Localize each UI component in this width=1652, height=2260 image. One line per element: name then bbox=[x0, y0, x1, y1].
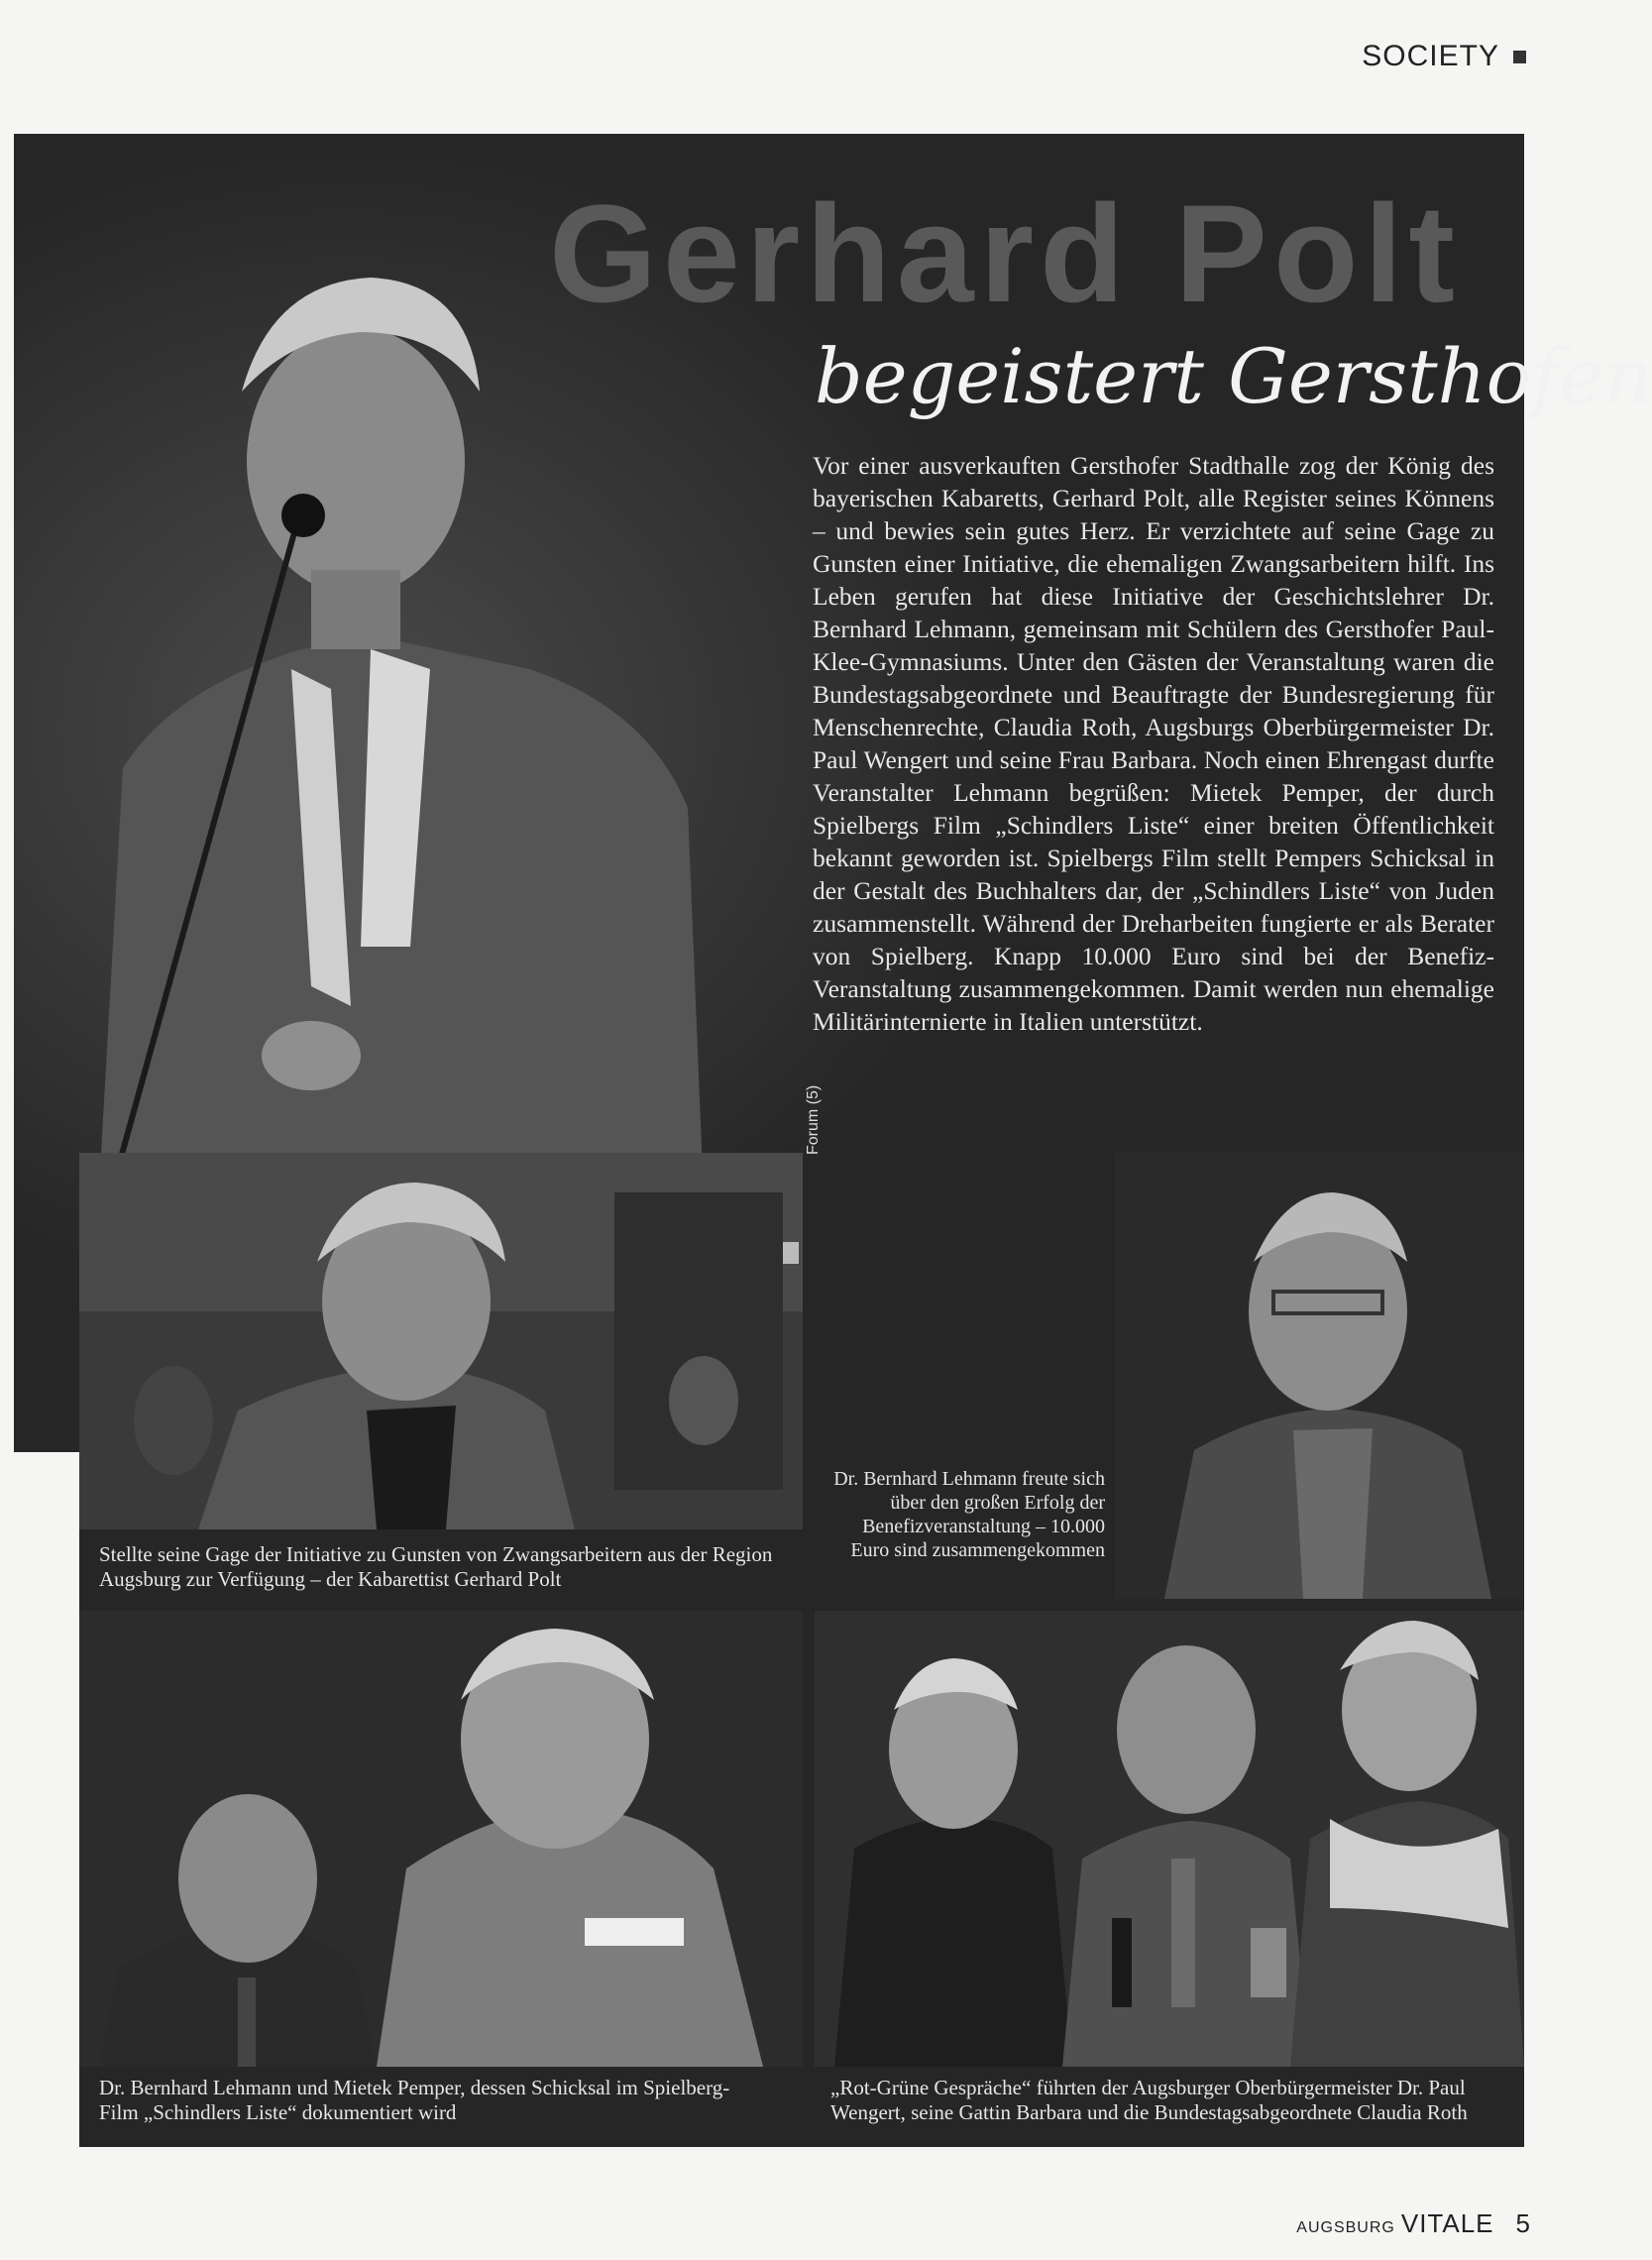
article-subtitle: begeistert Gersthofen bbox=[815, 332, 1652, 420]
caption-rot-gruene: „Rot-Grüne Gespräche“ führten der Augsburger Oberbürgermeister Dr. Paul Wengert, seine Gattin Barbara und die Bundestagsabgeordnete Claudia Roth bbox=[830, 2076, 1468, 2124]
footer-brand-big: VITALE bbox=[1400, 2208, 1494, 2238]
section-label bbox=[1362, 40, 1526, 73]
section-label-text: SOCIETY bbox=[1362, 40, 1499, 72]
article-title: Gerhard Polt bbox=[549, 175, 1461, 331]
caption-lehmann: Dr. Bernhard Lehmann freute sich über den großen Erfolg der Benefizveranstaltung – 10.000 Euro sind zusammengekommen bbox=[833, 1468, 1105, 1561]
caption-lehmann-pemper: Dr. Bernhard Lehmann und Mietek Pemper, dessen Schicksal im Spielberg-Film „Schindlers Liste“ dokumentiert wird bbox=[99, 2076, 730, 2124]
footer-brand-small: AUGSBURG bbox=[1296, 2219, 1395, 2236]
page-number: 5 bbox=[1515, 2208, 1530, 2238]
photo-rot-gruene bbox=[815, 1611, 1524, 2067]
page-footer bbox=[1296, 2208, 1530, 2239]
caption-polt: Stellte seine Gage der Initiative zu Gunsten von Zwangsarbeitern aus der Region Augsburg zur Verfügung – der Kabarettist Gerhard Polt bbox=[99, 1542, 773, 1591]
photo-credit: Forum (5) bbox=[805, 1084, 822, 1155]
photo-polt-event bbox=[79, 1153, 803, 1529]
photo-lehmann-pemper bbox=[79, 1611, 803, 2067]
article-body: Vor einer ausverkauften Gersthofer Stadthalle zog der König des bayerischen Kabaretts, Gerhard Polt, alle Register seines Könnens – und bewies sein gutes Herz. Er verzichtete auf seine Gage zu Gunsten einer Initiative, die ehemaligen Zwangsarbeitern hilft. Ins Leben gerufen hat diese Initiative der Geschichtslehrer Dr. Bernhard Lehmann, gemeinsam mit Schülern des Gersthofer Paul-Klee-Gymnasiums. Unter den Gästen der Veranstaltung waren die Bundestagsabgeordnete und Beauftragte der Bundesregierung für Menschenrechte, Claudia Roth, Augsburgs Oberbürgermeister Dr. Paul Wengert und seine Frau Barbara. Noch einen Ehrengast durfte Veranstalter Lehmann begrüßen: Mietek Pemper, der durch Spielbergs Film „Schindlers Liste“ einer breiten Öffentlichkeit bekannt geworden ist. Spielbergs Film stellt Pempers Schicksal in der Gestalt des Buchhalters dar, der „Schindlers Liste“ von Juden zusammenstellt. Während der Dreharbeiten fungierte er als Berater von Spielberg. Knapp 10.000 Euro sind bei der Benefiz-Veranstaltung zusammengekommen. Damit werden nun ehemalige Militärinternierte in Italien unterstützt. bbox=[813, 451, 1494, 1036]
photo-lehmann bbox=[1115, 1153, 1524, 1599]
square-bullet-icon bbox=[1513, 51, 1526, 63]
